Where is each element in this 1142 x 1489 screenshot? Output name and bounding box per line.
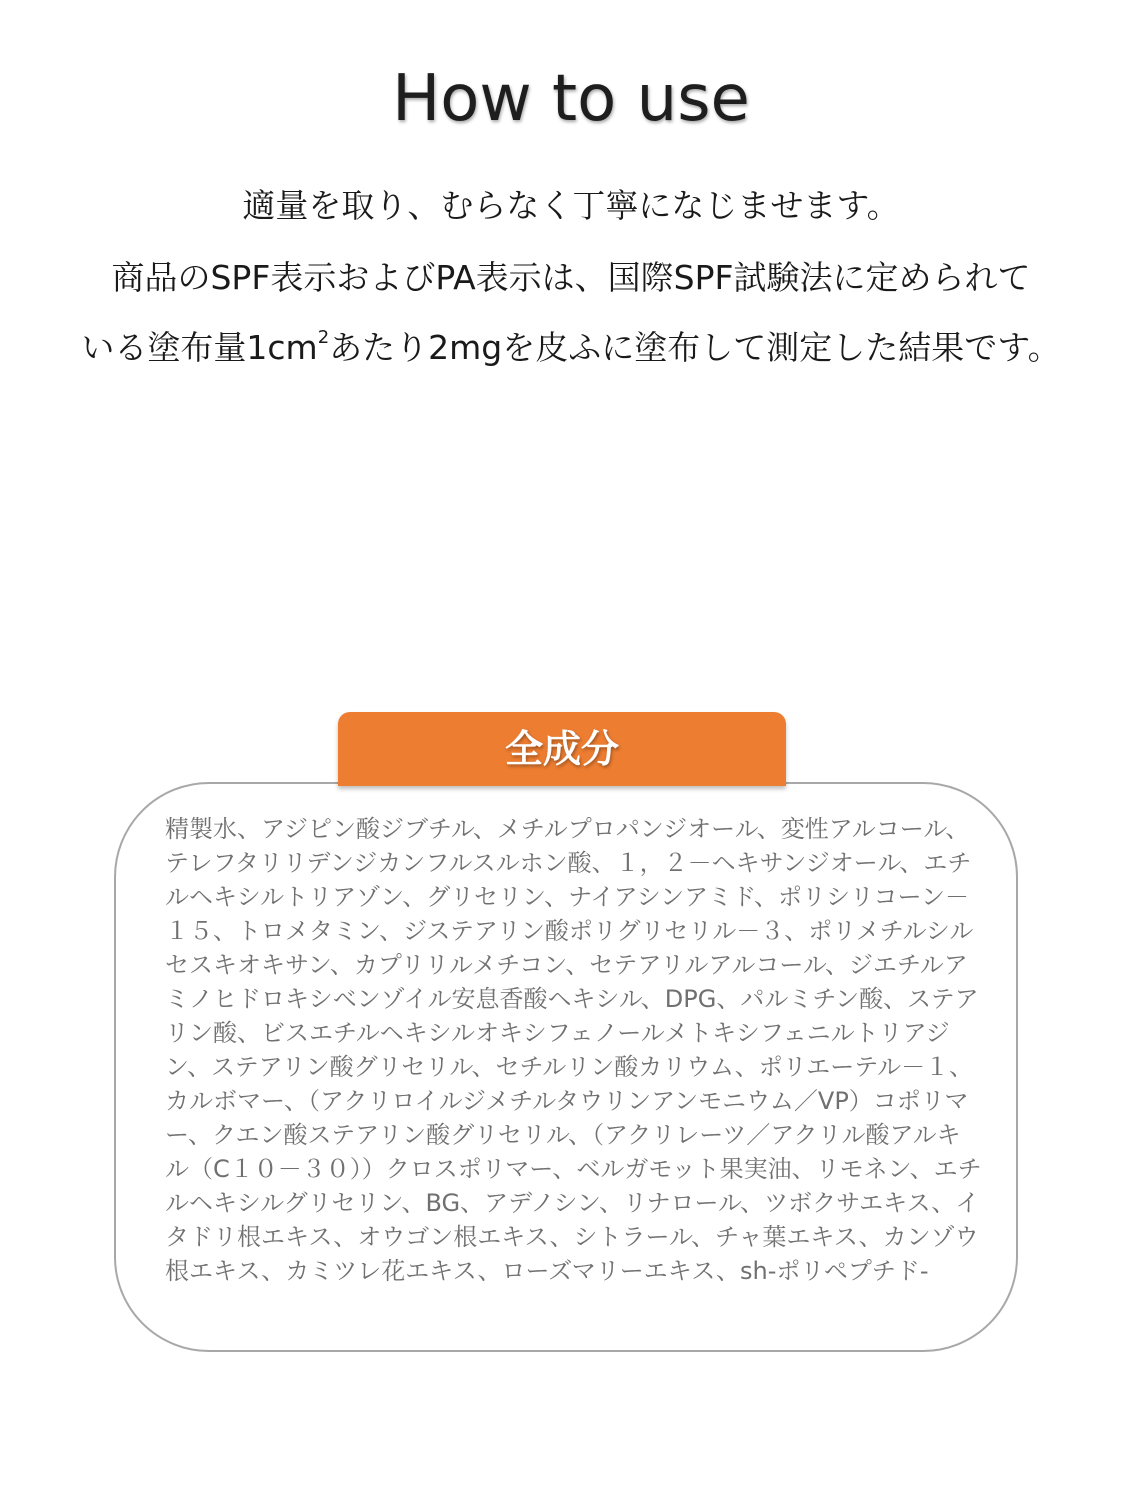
- ingredients-list: 精製水、アジピン酸ジブチル、メチルプロパンジオール、変性アルコール、テレフタリリデンジカンフルスルホン酸、１，２－ヘキサンジオール、エチルヘキシルトリアゾン、グリセリン、ナイアシンアミド、ポリシリコーン－１５、トロメタミン、ジステアリン酸ポリグリセリル－３、ポリメチルシルセスキオキサン、カプリリルメチコン、セテアリルアルコール、ジエチルアミノヒドロキシベンゾイル安息香酸ヘキシル、DPG、パルミチン酸、ステアリン酸、ビスエチルヘキシルオキシフェノールメトキシフェニルトリアジン、ステアリン酸グリセリル、セチルリン酸カリウム、ポリエーテル－１、カルボマー、（アクリロイルジメチルタウリンアンモニウム／VP）コポリマー、クエン酸ステアリン酸グリセリル、（アクリレーツ／アクリル酸アルキル（C１０－３０））クロスポリマー、ベルガモット果実油、リモネン、エチルヘキシルグリセリン、BG、アデノシン、リナロール、ツボクサエキス、イタドリ根エキス、オウゴン根エキス、シトラール、チャ葉エキス、カンゾウ根エキス、カミツレ花エキス、ローズマリーエキス、sh-ポリペプチド-: [165, 815, 982, 1285]
- spf-note-text-a: いる塗布量1cm: [81, 328, 318, 367]
- spf-note-line1: 商品のSPF表示およびPA表示は、国際SPF試験法に定められて: [111, 258, 1031, 297]
- ingredients-tab: 全成分: [338, 712, 786, 786]
- spf-note-text-b: あたり2mgを皮ふに塗布して測定した結果です。: [329, 328, 1061, 367]
- superscript-two: 2: [317, 327, 330, 348]
- spf-note-line2: [0, 322, 1142, 369]
- page-title: How to use: [392, 62, 750, 136]
- usage-instruction: 適量を取り、むらなく丁寧になじませます。: [242, 186, 900, 225]
